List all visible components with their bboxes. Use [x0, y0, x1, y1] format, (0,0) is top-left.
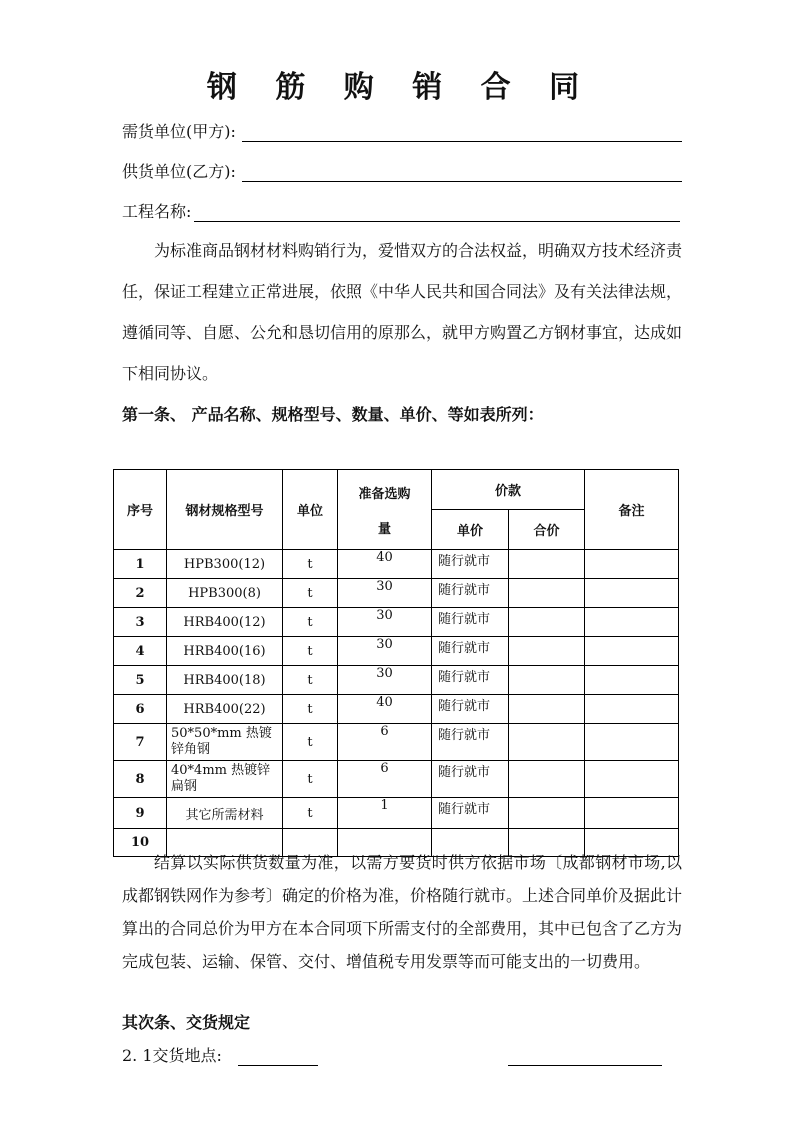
row-spec: HPB300(12) — [167, 550, 283, 579]
row-total[interactable] — [509, 666, 585, 695]
row-qty: 30 — [338, 666, 432, 695]
row-no: 8 — [114, 761, 167, 798]
row-unit: t — [283, 798, 338, 829]
supplier-underline — [242, 181, 682, 182]
row-remark[interactable] — [585, 761, 679, 798]
header-qty-line2: 量 — [377, 521, 391, 537]
project-label: 工程名称: — [122, 202, 192, 221]
row-unit: t — [283, 724, 338, 761]
supplier-label: 供货单位(乙方): — [122, 162, 236, 181]
table-row — [114, 761, 679, 798]
row-spec: HRB400(12) — [167, 608, 283, 637]
row-no: 3 — [114, 608, 167, 637]
buyer-label: 需货单位(甲方): — [122, 122, 236, 141]
header-price: 价款 — [432, 470, 585, 510]
row-unit-price: 随行就市 — [432, 724, 509, 761]
row-remark[interactable] — [585, 550, 679, 579]
row-qty: 6 — [338, 724, 432, 761]
row-total[interactable] — [509, 637, 585, 666]
row-qty: 30 — [338, 637, 432, 666]
intro-paragraph: 为标准商品钢材材料购销行为，爱惜双方的合法权益，明确双方技术经济责任，保证工程建立正常进展，依照《中华人民共和国合同法》及有关法律法规，遵循同等、自愿、公允和恳切信用的原那么，就甲方购置乙方钢材事宜，达成如下相同协议。 — [122, 241, 683, 383]
row-unit: t — [283, 579, 338, 608]
supplier-field[interactable] — [122, 160, 682, 184]
row-total[interactable] — [509, 579, 585, 608]
row-spec: 50*50*mm 热镀锌角钢 — [167, 724, 283, 761]
header-qty-line1: 准备选购 — [358, 486, 411, 502]
row-no: 9 — [114, 798, 167, 829]
table-row — [114, 724, 679, 761]
article1-heading: 第一条、 产品名称、规格型号、数量、单价、等如表所列： — [122, 405, 544, 424]
row-unit: t — [283, 637, 338, 666]
row-qty: 1 — [338, 798, 432, 829]
row-unit: t — [283, 695, 338, 724]
article2-heading: 其次条、交货规定 — [122, 1013, 251, 1032]
header-unit: 单位 — [283, 470, 338, 550]
row-no: 6 — [114, 695, 167, 724]
delivery-underline-1 — [238, 1065, 318, 1066]
row-total[interactable] — [509, 761, 585, 798]
row-total[interactable] — [509, 798, 585, 829]
row-qty: 40 — [338, 550, 432, 579]
row-spec: HRB400(16) — [167, 637, 283, 666]
table-row — [114, 550, 679, 579]
row-unit-price: 随行就市 — [432, 761, 509, 798]
row-unit-price: 随行就市 — [432, 637, 509, 666]
row-qty: 30 — [338, 579, 432, 608]
row-unit-price: 随行就市 — [432, 579, 509, 608]
row-spec: HRB400(22) — [167, 695, 283, 724]
row-remark[interactable] — [585, 798, 679, 829]
table-row — [114, 608, 679, 637]
header-unit-price: 单价 — [432, 510, 509, 550]
table-row — [114, 798, 679, 829]
table-row — [114, 579, 679, 608]
delivery-location-field[interactable] — [122, 1044, 662, 1068]
delivery-location-label: 2. 1交货地点: — [122, 1046, 222, 1065]
row-unit: t — [283, 761, 338, 798]
row-unit-price: 随行就市 — [432, 666, 509, 695]
header-total: 合价 — [509, 510, 585, 550]
header-spec: 钢材规格型号 — [167, 470, 283, 550]
row-no: 2 — [114, 579, 167, 608]
row-unit: t — [283, 666, 338, 695]
row-total[interactable] — [509, 550, 585, 579]
row-total[interactable] — [509, 724, 585, 761]
project-field[interactable] — [122, 200, 680, 224]
row-unit-price: 随行就市 — [432, 608, 509, 637]
header-qty — [338, 470, 432, 550]
buyer-underline — [242, 141, 682, 142]
row-unit-price: 随行就市 — [432, 798, 509, 829]
row-remark[interactable] — [585, 637, 679, 666]
row-no: 1 — [114, 550, 167, 579]
table-row — [114, 637, 679, 666]
row-total[interactable] — [509, 608, 585, 637]
row-remark[interactable] — [585, 695, 679, 724]
table-row — [114, 695, 679, 724]
row-remark[interactable] — [585, 608, 679, 637]
table-row — [114, 666, 679, 695]
settlement-paragraph: 结算以实际供货数量为准，以需方要货时供方依据市场〔成都钢材市场,以成都钢铁网作为参考〕确定的价格为准，价格随行就市。上述合同单价及据此计算出的合同总价为甲方在本合同项下所需支付的全部费用，其中已包含了乙方为完成包装、运输、保管、交付、增值税专用发票等而可能支出的一切费用。 — [122, 853, 683, 971]
row-spec: HPB300(8) — [167, 579, 283, 608]
row-no: 4 — [114, 637, 167, 666]
row-unit: t — [283, 608, 338, 637]
row-remark[interactable] — [585, 666, 679, 695]
project-underline — [194, 221, 680, 222]
row-unit-price: 随行就市 — [432, 550, 509, 579]
row-spec: 40*4mm 热镀锌扁钢 — [167, 761, 283, 798]
buyer-field[interactable] — [122, 120, 682, 144]
row-qty: 30 — [338, 608, 432, 637]
row-qty: 6 — [338, 761, 432, 798]
row-remark[interactable] — [585, 724, 679, 761]
row-total[interactable] — [509, 695, 585, 724]
document-title: 钢 筋 购 销 合 同 — [206, 70, 594, 105]
row-no: 5 — [114, 666, 167, 695]
row-spec: HRB400(18) — [167, 666, 283, 695]
header-remark: 备注 — [585, 470, 679, 550]
row-unit-price: 随行就市 — [432, 695, 509, 724]
row-no: 7 — [114, 724, 167, 761]
product-table — [113, 469, 679, 857]
row-unit: t — [283, 550, 338, 579]
delivery-underline-2 — [508, 1065, 662, 1066]
row-spec: 其它所需材料 — [167, 798, 283, 829]
row-remark[interactable] — [585, 579, 679, 608]
row-qty: 40 — [338, 695, 432, 724]
row-no: 10 — [114, 829, 167, 857]
header-no: 序号 — [114, 470, 167, 550]
